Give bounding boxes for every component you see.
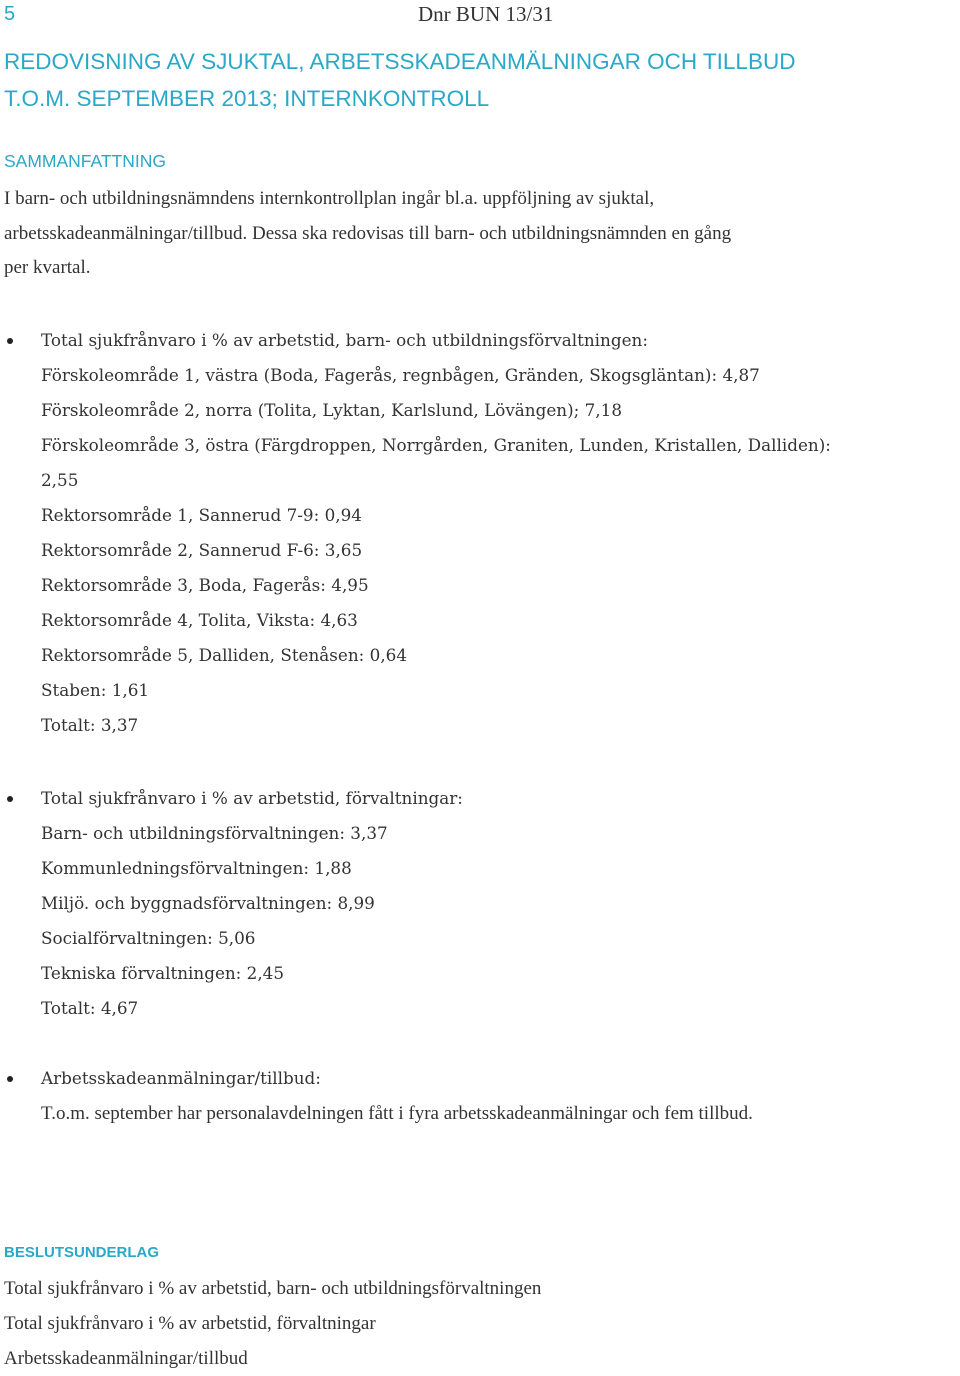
document-title [4, 43, 959, 117]
list-item: Rektorsområde 5, Dalliden, Stenåsen: 0,64 [41, 645, 408, 665]
bullet-icon [7, 1076, 13, 1082]
page-number: 5 [4, 3, 16, 25]
attachment-item: Total sjukfrånvaro i % av arbetstid, barn- och utbildningsförvaltningen [4, 1278, 542, 1299]
list-item: Kommunledningsförvaltningen: 1,88 [41, 858, 352, 878]
list-item: Totalt: 3,37 [41, 715, 139, 735]
list-item: Barn- och utbildningsförvaltningen: 3,37 [41, 823, 388, 843]
list-item: Rektorsområde 1, Sannerud 7-9: 0,94 [41, 505, 362, 525]
list-item: 2,55 [41, 470, 79, 490]
list-item: Miljö. och byggnadsförvaltningen: 8,99 [41, 893, 375, 913]
summary-paragraph [4, 182, 949, 286]
list-item: Rektorsområde 4, Tolita, Viksta: 4,63 [41, 610, 358, 630]
bullet-content [41, 1061, 956, 1131]
bullet-icon [7, 338, 13, 344]
bullet-icon [7, 796, 13, 802]
list-item: Staben: 1,61 [41, 680, 150, 700]
title-line: REDOVISNING AV SJUKTAL, ARBETSSKADEANMÄLNINGAR OCH TILLBUD [4, 49, 796, 74]
list-item: Tekniska förvaltningen: 2,45 [41, 963, 285, 983]
list-item: Förskoleområde 3, östra (Färgdroppen, Norrgården, Graniten, Lunden, Kristallen, Dalliden): [41, 435, 831, 455]
attachment-item: Arbetsskadeanmälningar/tillbud [4, 1348, 248, 1369]
document-reference: Dnr BUN 13/31 [418, 2, 554, 26]
list-item: Socialförvaltningen: 5,06 [41, 928, 256, 948]
summary-line: I barn- och utbildningsnämndens internkontrollplan ingår bl.a. uppföljning av sjuktal, [4, 188, 655, 209]
list-item: Förskoleområde 1, västra (Boda, Fagerås, regnbågen, Gränden, Skogsgläntan): 4,87 [41, 365, 760, 385]
list-item: Förskoleområde 2, norra (Tolita, Lyktan, Karlslund, Lövängen); 7,18 [41, 400, 622, 420]
list-item: T.o.m. september har personalavdelningen fått i fyra arbetsskadeanmälningar och fem tillbud. [41, 1103, 753, 1124]
beslutsunderlag-heading: BESLUTSUNDERLAG [4, 1244, 160, 1261]
list-item: Arbetsskadeanmälningar/tillbud: [41, 1068, 321, 1088]
beslutsunderlag-list [4, 1271, 944, 1376]
list-item: Totalt: 4,67 [41, 998, 139, 1018]
list-item: Total sjukfrånvaro i % av arbetstid, barn- och utbildningsförvaltningen: [41, 330, 648, 350]
summary-line: arbetsskadeanmälningar/tillbud. Dessa ska redovisas till barn- och utbildningsnämnden en gång [4, 222, 732, 244]
list-item: Total sjukfrånvaro i % av arbetstid, förvaltningar: [41, 788, 463, 808]
title-line: T.O.M. SEPTEMBER 2013; INTERNKONTROLL [4, 86, 490, 111]
bullet-content [41, 781, 956, 1026]
list-item: Rektorsområde 3, Boda, Fagerås: 4,95 [41, 575, 369, 595]
summary-line: per kvartal. [4, 257, 91, 278]
summary-heading: SAMMANFATTNING [4, 151, 167, 171]
list-item: Rektorsområde 2, Sannerud F-6: 3,65 [41, 540, 363, 560]
attachment-item: Total sjukfrånvaro i % av arbetstid, förvaltningar [4, 1313, 376, 1334]
bullet-content [41, 323, 956, 743]
